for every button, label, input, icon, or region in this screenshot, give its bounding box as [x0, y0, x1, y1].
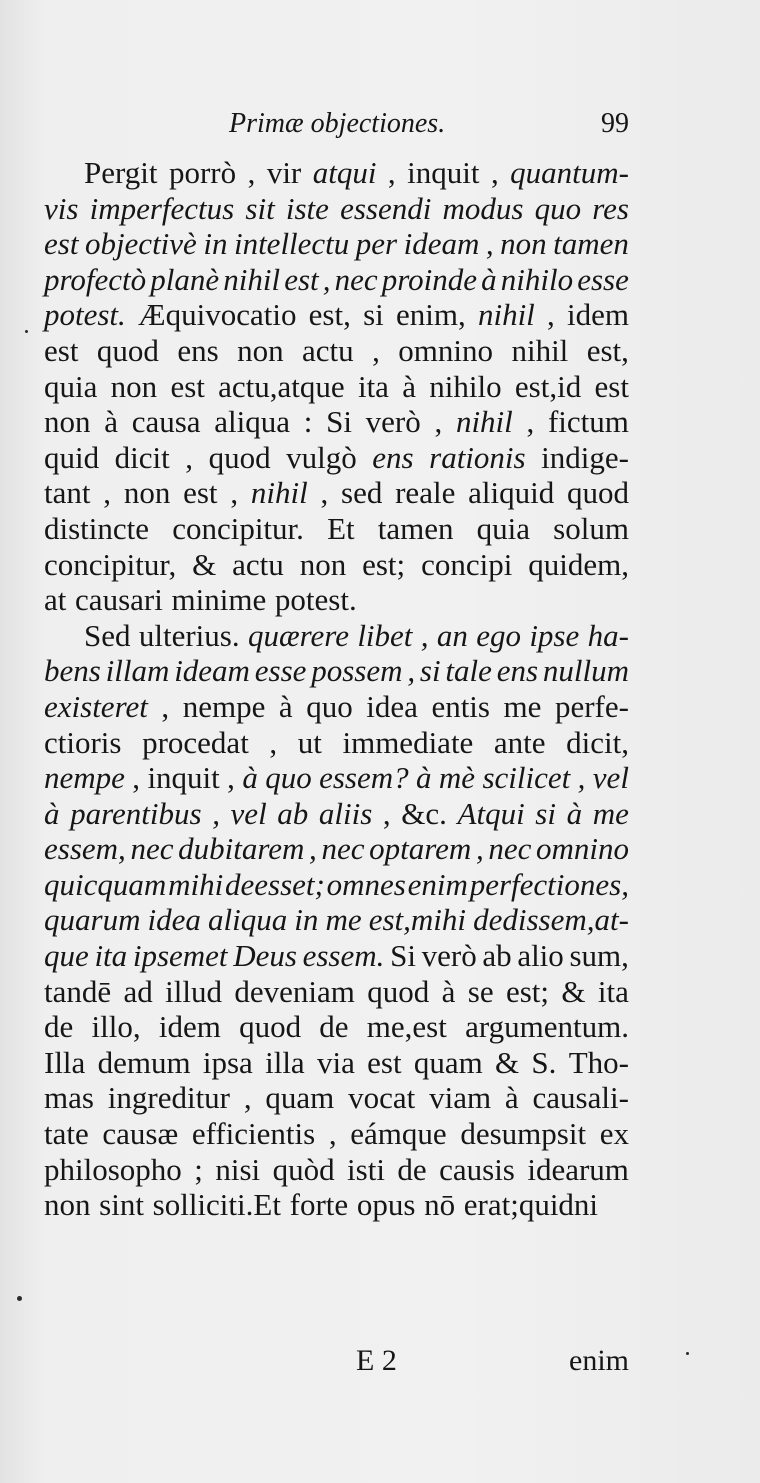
text-line: [44, 938, 629, 974]
word: modus: [442, 190, 524, 226]
word: ,: [269, 724, 278, 760]
text-line: [44, 1045, 629, 1081]
word: fictum: [547, 404, 629, 440]
word: ad: [123, 973, 153, 1009]
word: vulgò: [286, 439, 357, 475]
word: reale: [395, 475, 456, 511]
running-head: Primæ objectiones.: [229, 108, 446, 139]
word: tandē: [44, 973, 112, 1009]
word: Si: [390, 938, 416, 974]
word: ,: [132, 760, 141, 796]
word: non: [299, 546, 347, 582]
word: est;: [505, 973, 550, 1009]
word: nihil: [511, 332, 569, 368]
word: ,: [185, 439, 194, 475]
text-line: [44, 831, 629, 867]
word: non: [44, 1187, 91, 1223]
word: à: [566, 795, 583, 831]
word: ,: [322, 261, 331, 297]
word: est: [44, 332, 79, 368]
word: quod: [567, 475, 629, 511]
text-line: [44, 725, 629, 761]
word: Pergit: [84, 155, 158, 190]
text-line: [44, 902, 629, 938]
word: nihilo: [500, 261, 574, 297]
word: quo: [306, 688, 353, 724]
word: ,: [320, 475, 329, 511]
word: vocat: [348, 1080, 416, 1116]
word: ex: [599, 1116, 629, 1152]
ink-speck: [25, 330, 28, 333]
word: perfectiones,: [469, 866, 629, 902]
word: res: [592, 190, 629, 226]
word: quia: [476, 510, 531, 546]
word: illam: [105, 653, 170, 689]
word: ,: [372, 332, 380, 368]
word: sint: [99, 1187, 144, 1223]
catchword: enim: [569, 1344, 629, 1377]
word: atqui: [312, 155, 377, 190]
word: essendi: [340, 190, 432, 226]
word: quod: [96, 332, 159, 368]
word: dubitarem: [178, 831, 305, 867]
word: nec: [334, 261, 378, 297]
word: ens: [177, 332, 219, 368]
word: ,: [328, 1116, 337, 1152]
word: ,: [243, 1080, 252, 1116]
word: ,: [490, 155, 499, 190]
word: possem: [311, 653, 403, 689]
text-line: [44, 155, 629, 191]
page-number: 99: [601, 108, 629, 139]
word: est: [284, 261, 319, 297]
word: proinde: [381, 261, 478, 297]
word: illud: [165, 973, 222, 1009]
word: tale: [445, 653, 492, 689]
word: quia: [44, 368, 98, 404]
word: à: [278, 688, 293, 724]
word: idea: [147, 902, 201, 938]
word: omnino: [536, 831, 629, 867]
word: ,: [475, 831, 484, 867]
word: essem,: [44, 831, 126, 867]
word: actu,atque: [218, 368, 345, 404]
word: nec: [321, 831, 365, 867]
text-line: [44, 191, 629, 227]
word: existeret: [44, 688, 148, 724]
word: dicit: [114, 439, 170, 475]
word: ipsemet: [132, 938, 228, 974]
word: indige-: [541, 439, 629, 475]
word: à: [416, 760, 432, 796]
word: si: [363, 297, 384, 333]
word: an: [436, 617, 468, 653]
word: intellectu: [233, 226, 350, 262]
word: quod: [367, 973, 430, 1009]
word: est,mihi: [368, 902, 467, 938]
word: nihil: [223, 261, 281, 297]
word: ideam: [403, 226, 480, 262]
word: aliqua: [214, 404, 291, 440]
word: sit: [245, 190, 275, 226]
word: est: [170, 368, 205, 404]
word: alio: [517, 938, 564, 974]
word: est: [367, 1044, 402, 1080]
word: ,: [485, 226, 494, 262]
word: demum: [97, 1044, 191, 1080]
word: opus: [356, 1187, 416, 1223]
word: ita: [597, 973, 629, 1009]
word: nihilo: [429, 368, 502, 404]
text-line: [44, 262, 629, 298]
word: ,: [212, 795, 220, 831]
word: deveniam: [234, 973, 355, 1009]
text-line: [44, 618, 629, 654]
word: scilicet: [482, 760, 571, 796]
word: que: [44, 938, 89, 974]
word: non: [123, 475, 171, 511]
word: &: [192, 546, 217, 582]
word: concipitur,: [44, 546, 177, 582]
word: idem: [158, 1009, 221, 1045]
word: planè: [150, 261, 220, 297]
word: quarum: [44, 902, 141, 938]
text-line: [44, 404, 629, 440]
text-line: [44, 440, 629, 476]
word: tamen: [377, 510, 454, 546]
text-line: [44, 1080, 629, 1116]
word: mè: [438, 760, 476, 796]
word: non: [110, 368, 158, 404]
word: à: [481, 261, 497, 297]
word: de: [44, 1009, 74, 1045]
word: enim: [407, 866, 468, 902]
word: Sed: [84, 617, 131, 653]
word: ab: [277, 795, 309, 831]
word: ulterius.: [138, 617, 240, 653]
word: aliis: [318, 795, 373, 831]
word: ,: [103, 475, 112, 511]
word: quam: [413, 1044, 483, 1080]
word: causæ: [102, 1116, 179, 1152]
word: potest.: [44, 297, 126, 333]
word: verò: [365, 404, 421, 440]
word: at: [44, 582, 67, 618]
word: Æquivocatio: [138, 297, 297, 333]
word: ,: [420, 617, 429, 653]
word: ego: [476, 617, 521, 653]
word: imperfectus: [89, 190, 235, 226]
text-line: [44, 582, 629, 618]
word: in: [203, 226, 228, 262]
word: deesset;: [224, 866, 325, 902]
word: isti: [347, 1151, 385, 1187]
word: ,: [407, 653, 416, 689]
word: viam: [429, 1080, 492, 1116]
word: parentibus: [70, 795, 202, 831]
text-line: [44, 1187, 629, 1223]
word: per: [355, 226, 398, 262]
word: tamen: [553, 226, 629, 262]
word: ,: [387, 155, 396, 190]
word: sed: [341, 475, 383, 511]
text-line: [44, 653, 629, 689]
word: ideam: [174, 653, 250, 689]
word: nempe: [182, 688, 266, 724]
word: idearum: [527, 1151, 629, 1187]
word: nec: [488, 831, 532, 867]
word: nempe: [44, 760, 125, 796]
word: de: [397, 1151, 427, 1187]
word: ctioris: [44, 724, 122, 760]
word: ,: [247, 155, 256, 190]
word: actu: [302, 332, 354, 368]
word: à: [44, 795, 60, 831]
word: in: [294, 902, 319, 938]
word: nec: [130, 831, 174, 867]
page-footer: [44, 1342, 629, 1387]
word: nullum: [542, 653, 629, 689]
word: quantum-: [510, 155, 629, 190]
text-line: [44, 867, 629, 903]
word: bens: [44, 653, 101, 689]
text-line: [44, 760, 629, 796]
word: ,: [230, 475, 239, 511]
word: illo,: [91, 1009, 141, 1045]
text-line: [44, 1116, 629, 1152]
word: concipi: [421, 546, 513, 582]
word: ,: [526, 404, 535, 440]
word: quod: [208, 439, 271, 475]
word: &: [561, 973, 586, 1009]
word: idem: [566, 297, 629, 333]
word: ,: [382, 795, 391, 831]
word: Tho-: [568, 1044, 629, 1080]
word: esse: [254, 653, 307, 689]
word: omnino: [398, 332, 494, 368]
word: me: [325, 902, 362, 938]
word: ut: [297, 724, 322, 760]
ink-speck: [17, 1296, 22, 1301]
word: non: [44, 404, 91, 440]
word: ,: [227, 760, 235, 796]
word: sum,: [569, 938, 629, 974]
word: est,: [586, 332, 629, 368]
word: ens: [496, 653, 539, 689]
word: via: [316, 1044, 355, 1080]
word: non: [237, 332, 284, 368]
word: est,id: [514, 368, 582, 404]
word: Atqui: [457, 795, 525, 831]
body-text: [44, 155, 629, 1223]
word: ita: [357, 368, 389, 404]
text-line: [44, 369, 629, 405]
text-line: [44, 796, 629, 832]
word: ,: [161, 688, 170, 724]
word: ;: [194, 1151, 203, 1187]
word: me: [503, 688, 542, 724]
word: quærere: [247, 617, 349, 653]
word: concipitur.: [172, 510, 304, 546]
word: non: [500, 226, 547, 262]
word: erat;quidni: [463, 1187, 599, 1223]
word: causis: [439, 1151, 515, 1187]
word: aliqua: [207, 902, 288, 938]
text-line: [44, 511, 629, 547]
word: essem?: [319, 760, 409, 796]
signature-mark: E 2: [356, 1344, 397, 1377]
word: si: [535, 795, 556, 831]
word: nō: [424, 1187, 456, 1223]
word: objectivè: [84, 226, 197, 262]
word: minime: [171, 582, 267, 618]
word: tant: [44, 475, 91, 511]
word: quicquam: [44, 866, 167, 902]
word: forte: [289, 1187, 349, 1223]
word: nihil: [477, 297, 535, 333]
word: S.: [531, 1044, 557, 1080]
text-line: [44, 689, 629, 725]
word: à: [402, 368, 416, 404]
word: est,: [308, 297, 351, 333]
word: inquit: [407, 155, 480, 190]
word: procedat: [142, 724, 249, 760]
word: efficientis: [191, 1116, 316, 1152]
word: à: [441, 973, 456, 1009]
word: actu: [232, 546, 284, 582]
word: Deus: [233, 938, 297, 974]
word: est: [183, 475, 218, 511]
word: causari: [75, 582, 163, 618]
word: Si: [326, 404, 352, 440]
text-line: [44, 1009, 629, 1045]
word: &c.: [401, 795, 447, 831]
word: vir: [266, 155, 302, 190]
word: profectò: [44, 261, 147, 297]
word: me: [592, 795, 629, 831]
word: argumentum.: [465, 1009, 629, 1045]
word: distincte: [44, 510, 150, 546]
word: omnes: [326, 866, 406, 902]
word: philosopho: [44, 1151, 182, 1187]
text-line: [44, 1152, 629, 1188]
word: entis: [431, 688, 490, 724]
word: porrò: [168, 155, 237, 190]
word: inquit: [147, 760, 220, 796]
word: causa: [131, 404, 201, 440]
word: perfe-: [554, 688, 629, 724]
word: est: [594, 368, 629, 404]
word: me,est: [366, 1009, 447, 1045]
word: ante: [493, 724, 546, 760]
text-line: [44, 547, 629, 583]
word: ,: [547, 297, 555, 333]
word: quòd: [272, 1151, 335, 1187]
word: eámque: [350, 1116, 447, 1152]
word: quod: [239, 1009, 302, 1045]
word: :: [303, 404, 313, 440]
word: optarem: [369, 831, 472, 867]
ink-speck: [686, 1352, 689, 1355]
word: ipse: [529, 617, 580, 653]
word: desumpsit: [460, 1116, 587, 1152]
word: nihil: [250, 475, 308, 511]
word: ,: [434, 404, 443, 440]
word: solum: [553, 510, 629, 546]
word: quam: [265, 1080, 335, 1116]
word: quid: [44, 439, 100, 475]
word: essem.: [302, 938, 385, 974]
word: à: [104, 404, 118, 440]
word: nisi: [215, 1151, 261, 1187]
word: idea: [366, 688, 418, 724]
word: immediate: [342, 724, 474, 760]
text-line: [44, 333, 629, 369]
word: libet: [357, 617, 413, 653]
word: est;: [362, 546, 406, 582]
word: ,: [309, 831, 317, 867]
word: &: [495, 1044, 520, 1080]
word: se: [467, 973, 494, 1009]
text-line: [44, 475, 629, 511]
page-header: [44, 104, 629, 152]
word: est: [44, 226, 79, 262]
text-line: [44, 226, 629, 262]
word: quo: [534, 190, 582, 226]
word: ipsa: [202, 1044, 253, 1080]
word: quidem,: [528, 546, 629, 582]
word: aliquid: [468, 475, 555, 511]
word: de: [319, 1009, 349, 1045]
word: verò: [421, 938, 477, 974]
word: causali-: [532, 1080, 629, 1116]
word: illa: [265, 1044, 305, 1080]
word: ens: [372, 439, 414, 475]
word: ingreditur: [107, 1080, 231, 1116]
word: nihil: [455, 404, 513, 440]
word: à: [504, 1080, 519, 1116]
word: iste: [285, 190, 329, 226]
word: à: [242, 760, 258, 796]
text-line: [44, 297, 629, 333]
word: Illa: [44, 1044, 86, 1080]
word: quo: [265, 760, 312, 796]
word: enim,: [395, 297, 466, 333]
word: ab: [482, 938, 512, 974]
word: ita: [94, 938, 128, 974]
word: solliciti.Et: [152, 1187, 281, 1223]
word: vel: [592, 760, 629, 796]
word: si: [419, 653, 441, 689]
text-line: [44, 974, 629, 1010]
word: tate: [44, 1116, 89, 1152]
word: ,: [577, 760, 586, 796]
word: ha-: [587, 617, 629, 653]
word: vel: [230, 795, 267, 831]
word: potest.: [274, 582, 357, 618]
word: esse: [577, 261, 629, 297]
word: dedissem,at-: [473, 902, 629, 938]
word: dicit,: [566, 724, 629, 760]
word: Et: [327, 510, 355, 546]
word: rationis: [429, 439, 526, 475]
word: vis: [44, 190, 79, 226]
word: mihi: [168, 866, 224, 902]
word: mas: [44, 1080, 94, 1116]
